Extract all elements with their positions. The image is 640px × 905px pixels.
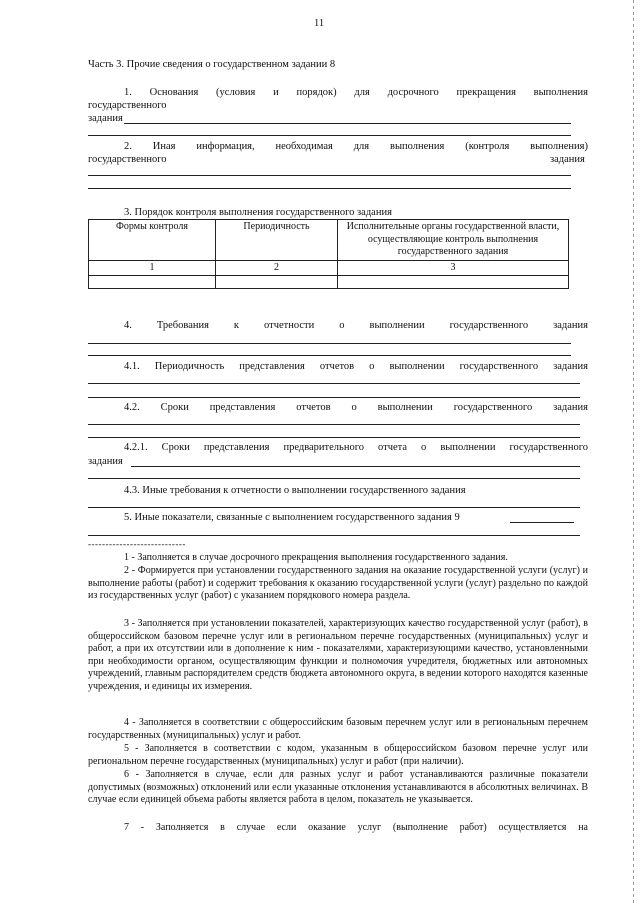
part3-title: Часть 3. Прочие сведения о государственном задании 8 xyxy=(88,59,336,70)
fill-line xyxy=(131,466,580,467)
footnote-4: 4 - Заполняется в соответствии с общероссийским базовым перечнем услуг или в региональным перечнем государственных (муниципальных) услуг и работ. xyxy=(88,717,588,741)
header-forms: Формы контроля xyxy=(89,220,216,261)
fill-line xyxy=(88,135,571,136)
page-number: 11 xyxy=(314,18,325,29)
fill-line xyxy=(88,355,571,356)
footnote-3: 3 - Заполняется при установлении показателей, характеризующих качество государственной услуг (работ), в общероссийском базовом перечне услуг или в региональном перечне государственных (муниципальных) услуг и работ, а при их отсутствии или в дополнение к ним - показателями, характеризующими качество, установленными при необходимости органом, осуществляющим функции и полномочия учредителя, бюджетных или автономных учреждений, главным распорядителем средств бюджета автономного округа, в ведении которого находятся казенные учреждения, и единицы их измерения. xyxy=(88,618,588,692)
s5-text: 5. Иные показатели, связанные с выполнением государственного задания 9 xyxy=(124,512,460,523)
fill-line xyxy=(88,437,580,438)
footnote-separator: ---------------------------- xyxy=(88,539,186,549)
fill-line xyxy=(88,383,580,384)
empty-cell xyxy=(89,276,216,289)
s1-line3: задания xyxy=(88,113,123,124)
header-authorities: Исполнительные органы государственной власти, осуществляющие контроль выполнения государственного задания xyxy=(338,220,569,261)
footnote-2: 2 - Формируется при установлении государственного задания на оказание государственной услуги (услуг) и выполнение работы (работ) и содержит требования к оказанию государственной услуги (услуг) раздельно по каждой из государственных услуг (работ) с указанием порядкового номера раздела. xyxy=(88,565,588,602)
s421-line2: задания xyxy=(88,456,123,467)
fill-line xyxy=(124,123,571,124)
s2-line1: 2. Иная информация, необходимая для выполнения (контроля выполнения) xyxy=(124,141,588,152)
col-number: 2 xyxy=(216,260,338,276)
control-table xyxy=(88,219,569,289)
fill-line xyxy=(88,424,580,425)
footnote-1: 1 - Заполняется в случае досрочного прекращения выполнения государственного задания. xyxy=(124,552,508,563)
col-number: 1 xyxy=(89,260,216,276)
s1-line1: 1. Основания (условия и порядок) для досрочного прекращения выполнения xyxy=(124,87,588,98)
fill-line xyxy=(88,507,580,508)
s1-line2: государственного xyxy=(88,100,167,111)
empty-cell xyxy=(338,276,569,289)
fill-line xyxy=(88,175,571,176)
s421-line1: 4.2.1. Сроки представления предварительного отчета о выполнении государственного xyxy=(124,442,588,453)
footnote-5: 5 - Заполняется в соответствии с кодом, указанным в общероссийском базовом перечне услуг или региональном перечне государственных (муниципальных) услуг и работ (при наличии). xyxy=(88,743,588,767)
s43-text: 4.3. Иные требования к отчетности о выполнении государственного задания xyxy=(124,485,466,496)
fill-line xyxy=(88,188,571,189)
fill-line xyxy=(88,478,580,479)
s2-line2b: задания xyxy=(550,154,585,165)
s42-text: 4.2. Сроки представления отчетов о выполнении государственного задания xyxy=(124,402,588,413)
s4-text: 4. Требования к отчетности о выполнении государственного задания xyxy=(124,320,588,331)
s2-line2a: государственного xyxy=(88,154,167,165)
fill-line xyxy=(88,535,580,536)
fill-line xyxy=(88,397,580,398)
scan-edge xyxy=(633,0,634,905)
col-number: 3 xyxy=(338,260,569,276)
footnote-6: 6 - Заполняется в случае, если для разных услуг и работ устанавливаются различные показатели допустимых (возможных) отклонений или если указанные отклонения устанавливаются в абсолютных величинах. В случае если единицей объема работы является работа в целом, показатель не указывается. xyxy=(88,769,588,806)
fill-line xyxy=(510,522,574,523)
header-periodicity: Периодичность xyxy=(216,220,338,261)
s3-title: 3. Порядок контроля выполнения государственного задания xyxy=(124,207,392,218)
fill-line xyxy=(88,343,571,344)
footnote-7: 7 - Заполняется в случае если оказание услуг (выполнение работ) осуществляется на xyxy=(124,822,588,833)
empty-cell xyxy=(216,276,338,289)
s41-text: 4.1. Периодичность представления отчетов о выполнении государственного задания xyxy=(124,361,588,372)
